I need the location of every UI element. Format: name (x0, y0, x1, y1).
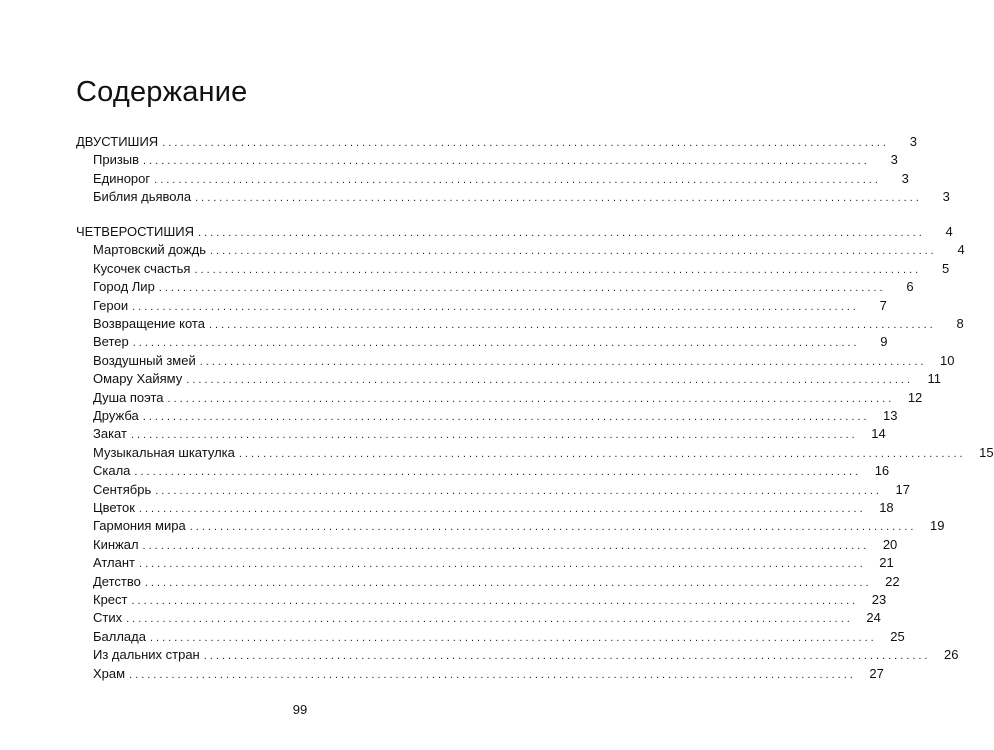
toc-entry (93, 553, 894, 572)
toc-entry-title: Дружба (93, 408, 139, 423)
dot-leader: ........................................................................................................................ (126, 613, 853, 626)
toc-page-number: 17 (895, 481, 910, 497)
toc-page-number: 20 (882, 536, 898, 552)
toc-entry-title: Город Лир (93, 279, 155, 295)
dot-leader: ........................................................................................................................ (142, 411, 870, 423)
toc-page-number: 9 (880, 334, 888, 350)
toc-page-number: 19 (929, 518, 945, 534)
toc-entry (93, 240, 965, 259)
toc-entry-title: Крест (93, 592, 128, 607)
toc-entry-title: Душа поэта (93, 389, 164, 405)
toc-entry (93, 572, 900, 591)
dot-leader: ........................................................................................................................ (154, 173, 881, 186)
toc-entry (93, 150, 898, 169)
dot-leader: ........................................................................................................................ (139, 558, 866, 571)
dot-leader: ........................................................................................................................ (189, 521, 917, 534)
toc-entry-title: Воздушный змей (93, 352, 196, 368)
dot-leader: ........................................................................................................................ (149, 631, 877, 644)
toc-page-number: 14 (871, 426, 886, 442)
dot-leader: ........................................................................................................................ (138, 503, 866, 515)
toc-entry (93, 590, 887, 609)
toc-entry (93, 187, 950, 206)
toc-entry-title: Единорог (93, 170, 151, 186)
toc-page-number: 21 (879, 555, 894, 571)
toc-entry-title: Мартовский дождь (93, 242, 206, 258)
toc-entry (93, 535, 898, 554)
dot-leader: ........................................................................................................................ (143, 155, 870, 168)
toc-entry-title: Храм (93, 665, 126, 681)
toc-entry (93, 314, 964, 333)
toc-entry-title: Музыкальная шкатулка (93, 444, 235, 460)
toc-page-number: 27 (869, 665, 884, 681)
toc-page-number: 10 (940, 352, 955, 368)
toc-entry (93, 406, 898, 425)
toc-page-number: 16 (874, 463, 890, 479)
toc-entry (93, 608, 881, 627)
dot-leader: ........................................................................................................................ (134, 466, 862, 479)
dot-leader: ........................................................................................................................ (131, 595, 859, 607)
toc-entry (93, 627, 905, 646)
toc-page-number: 24 (866, 610, 881, 626)
toc-entry-title: Закат (93, 426, 127, 442)
toc-entry (93, 443, 994, 462)
dot-leader: ........................................................................................................................ (130, 429, 858, 442)
toc-page-number: 4 (945, 224, 953, 239)
toc-entry-title: Омару Хайяму (93, 371, 183, 387)
dot-leader: ........................................................................................................................ (208, 319, 936, 331)
toc-entry (93, 351, 955, 370)
toc-page-number: 4 (957, 242, 965, 258)
toc-page-number: 3 (890, 152, 898, 168)
toc-entry (93, 645, 959, 664)
toc-entry-title: Библия дьявола (93, 189, 192, 205)
toc-entry (93, 461, 890, 480)
toc-entry (93, 480, 910, 499)
toc-entry-title: Сентябрь (93, 481, 152, 497)
toc-section (76, 222, 953, 241)
toc-entry (93, 498, 894, 517)
toc-entry (93, 296, 887, 315)
dot-leader: ........................................................................................................................ (186, 374, 914, 387)
dot-leader: ........................................................................................................................ (144, 576, 872, 589)
page-title: Содержание (76, 76, 248, 108)
toc-entry-title: Кинжал (93, 536, 139, 552)
dot-leader: ........................................................................................................................ (210, 245, 937, 258)
toc-page-number: 15 (979, 444, 994, 460)
dot-leader: ........................................................................................................................ (203, 650, 931, 663)
dot-leader: ........................................................................................................................ (199, 355, 927, 368)
dot-leader: ........................................................................................................................ (142, 539, 870, 552)
toc-entry (93, 332, 888, 351)
toc-page-number: 6 (906, 279, 914, 295)
toc-page-number: 3 (901, 170, 909, 186)
dot-leader: ........................................................................................................................ (198, 227, 925, 239)
toc-section-title: ЧЕТВЕРОСТИШИЯ (76, 224, 195, 239)
toc-page-number: 13 (883, 408, 898, 423)
toc-entry (93, 664, 884, 683)
toc-section-title: ДВУСТИШИЯ (76, 134, 159, 149)
toc-entry (93, 369, 942, 388)
toc-entry-title: Ветер (93, 334, 129, 350)
toc-entry-title: Скала (93, 463, 131, 479)
toc-entry (93, 388, 923, 407)
toc-page-number: 26 (944, 647, 959, 663)
dot-leader: ........................................................................................................................ (194, 263, 922, 276)
toc-section (76, 132, 917, 151)
toc-entry-title: Детство (93, 573, 141, 589)
toc-page-number: 11 (927, 371, 942, 387)
dot-leader: ........................................................................................................................ (238, 447, 966, 460)
dot-leader: ........................................................................................................................ (167, 392, 895, 405)
toc-entry-title: Возвращение кота (93, 316, 205, 331)
dot-leader: ........................................................................................................................ (158, 282, 886, 295)
toc-entry (93, 424, 886, 443)
toc-entry (93, 259, 950, 278)
toc-entry-title: Стих (93, 610, 123, 626)
toc-page-number: 5 (941, 260, 950, 276)
toc-page-number: 18 (879, 500, 894, 515)
toc-entry-title: Герои (93, 297, 129, 313)
toc-entry (93, 516, 945, 535)
toc-page-number: 12 (907, 389, 923, 405)
toc-page-number: 7 (879, 297, 887, 313)
toc-page-number: 22 (885, 573, 900, 589)
page-number: 99 (292, 702, 308, 717)
dot-leader: ........................................................................................................................ (155, 484, 882, 497)
toc-entry-title: Кусочек счастья (93, 260, 191, 276)
dot-leader: ........................................................................................................................ (132, 300, 859, 313)
dot-leader: ........................................................................................................................ (129, 668, 856, 681)
toc-entry-title: Призыв (93, 152, 140, 168)
toc-entry-title: Баллада (93, 628, 146, 644)
toc-page-number: 3 (942, 189, 950, 205)
toc-entry-title: Из дальних стран (93, 647, 200, 663)
toc-entry (93, 277, 914, 296)
toc-page-number: 3 (909, 134, 917, 149)
toc-page-number: 25 (890, 628, 905, 644)
toc-entry-title: Гармония мира (93, 518, 186, 534)
toc-entry-title: Цветок (93, 500, 135, 515)
toc-entry (93, 169, 909, 188)
dot-leader: ........................................................................................................................ (162, 137, 889, 149)
dot-leader: ........................................................................................................................ (195, 192, 922, 205)
toc-page-number: 23 (871, 592, 887, 607)
dot-leader: ........................................................................................................................ (132, 337, 860, 350)
toc-page-number: 8 (956, 316, 964, 331)
toc-entry-title: Атлант (93, 555, 136, 571)
